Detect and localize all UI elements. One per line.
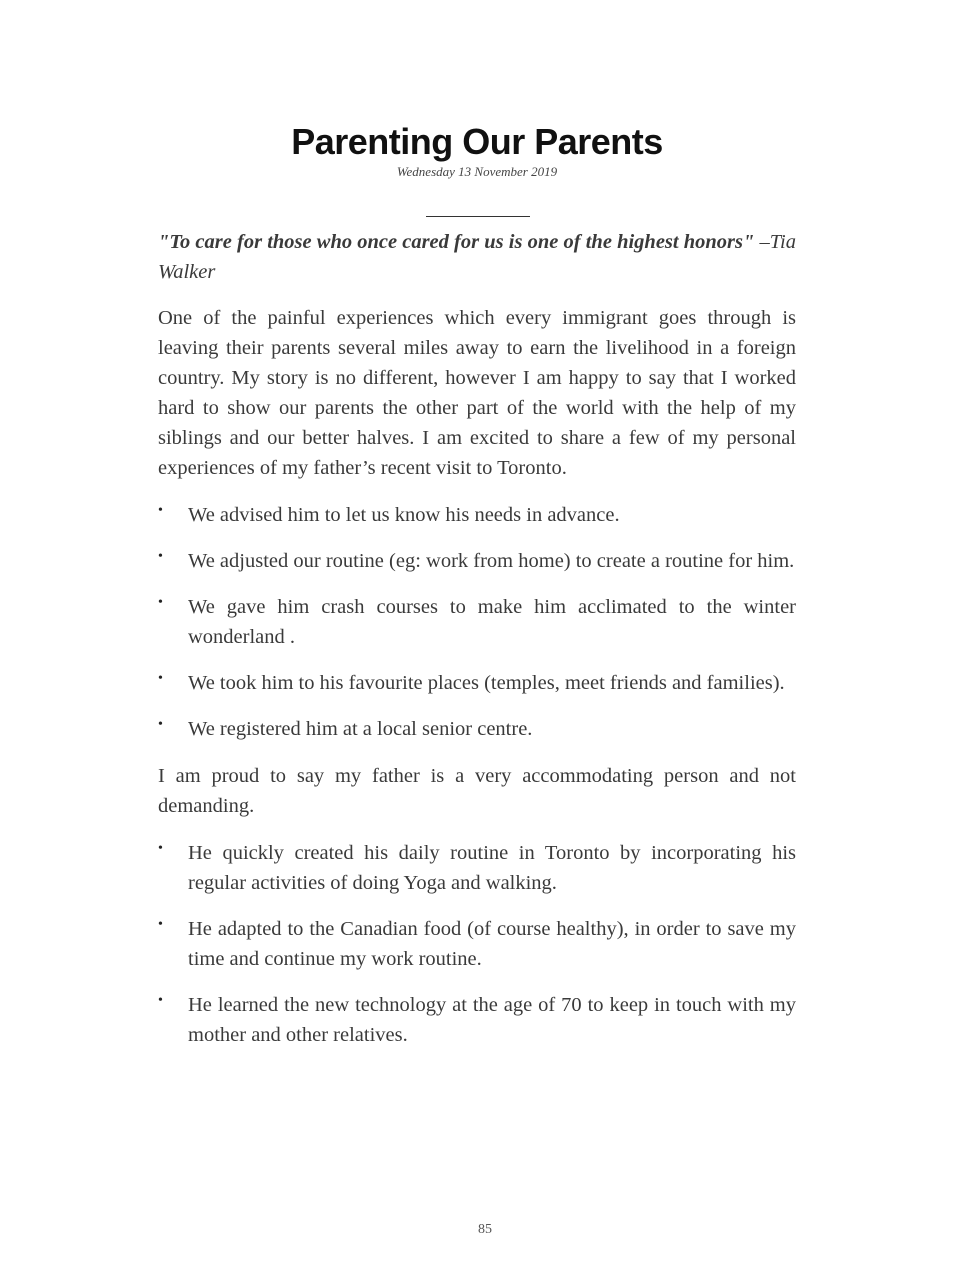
- list-item: [158, 546, 796, 576]
- bullet-icon: •: [158, 841, 163, 856]
- bullet-icon: •: [158, 503, 163, 518]
- epigraph-quote: "To care for those who once cared for us is one of the highest honors": [158, 231, 755, 253]
- actions-list: [158, 500, 796, 744]
- bullet-icon: •: [158, 717, 163, 732]
- bullet-icon: •: [158, 549, 163, 564]
- list-item-text: We registered him at a local senior centre.: [188, 718, 533, 740]
- epigraph-author: –Tia Walker: [158, 231, 797, 283]
- list-item: [158, 714, 796, 744]
- list-item-text: He quickly created his daily routine in Toronto by incorporating his regular activities of doing Yoga and walking.: [188, 842, 796, 894]
- list-item: [158, 914, 796, 974]
- bullet-icon: •: [158, 993, 163, 1008]
- list-item-text: He learned the new technology at the age of 70 to keep in touch with my mother and other relatives.: [188, 994, 796, 1046]
- middle-paragraph: I am proud to say my father is a very accommodating person and not demanding.: [158, 765, 796, 817]
- page-number: 85: [478, 1222, 492, 1237]
- article-body: [158, 227, 796, 1067]
- bullet-icon: •: [158, 917, 163, 932]
- list-item-text: He adapted to the Canadian food (of course healthy), in order to save my time and continue my work routine.: [188, 918, 796, 970]
- father-list: [158, 838, 796, 1050]
- list-item-text: We took him to his favourite places (temples, meet friends and families).: [188, 672, 785, 694]
- list-item: [158, 668, 796, 698]
- bullet-icon: •: [158, 671, 163, 686]
- bullet-icon: •: [158, 595, 163, 610]
- article-title: Parenting Our Parents: [291, 121, 663, 162]
- list-item: [158, 592, 796, 652]
- article-date: Wednesday 13 November 2019: [396, 164, 558, 179]
- list-item-text: We advised him to let us know his needs in advance.: [188, 504, 620, 526]
- epigraph: [158, 227, 796, 287]
- list-item: [158, 500, 796, 530]
- title-divider: [426, 216, 530, 217]
- intro-paragraph: One of the painful experiences which every immigrant goes through is leaving their parents several miles away to earn the livelihood in a foreign country. My story is no different, however I am happy to say that I worked hard to show our parents the other part of the world with the help of my siblings and our better halves. I am excited to share a few of my personal experiences of my father’s recent visit to Toronto.: [158, 307, 796, 479]
- list-item: [158, 990, 796, 1050]
- list-item-text: We adjusted our routine (eg: work from home) to create a routine for him.: [188, 550, 795, 572]
- list-item-text: We gave him crash courses to make him acclimated to the winter wonderland .: [188, 596, 796, 648]
- list-item: [158, 838, 796, 898]
